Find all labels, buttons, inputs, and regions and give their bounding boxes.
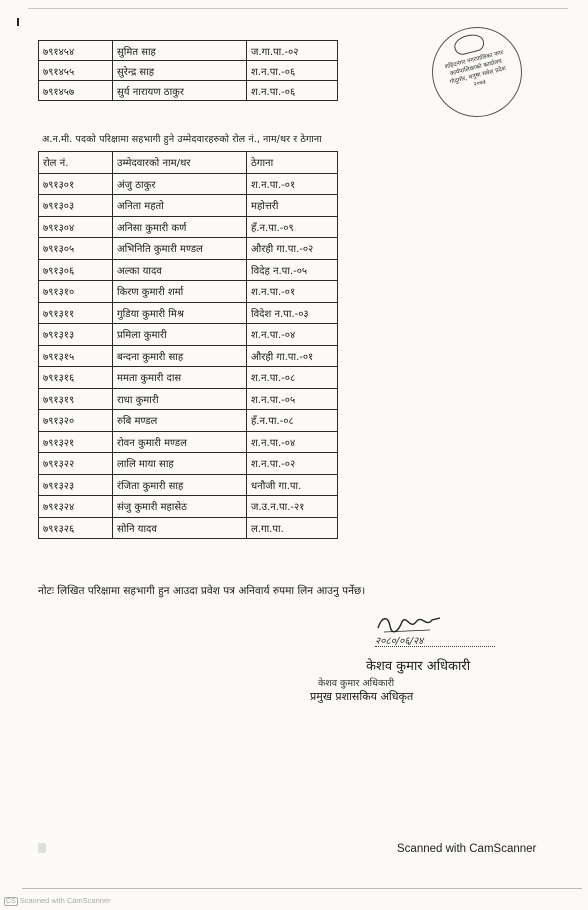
candidate-name-cell: सुर्य नारायण ठाकुर [113,81,247,101]
table-row [39,61,338,81]
camscanner-footer [4,896,111,906]
table-row [39,281,338,303]
signature-date: २०८०/०६/२४ [375,636,424,647]
address-cell: श.न.पा.-०६ [247,81,338,101]
scan-smudge [38,843,46,853]
address-cell: श.न.पा.-०१ [247,281,338,303]
table-row [39,324,338,346]
roll-number-cell: ७९१३१९ [39,388,113,410]
table-row [39,195,338,217]
candidate-name-cell: बन्दना कुमारी साह [113,345,247,367]
candidate-name-cell: अंजु ठाकुर [113,173,247,195]
address-cell: श.न.पा.-०४ [247,324,338,346]
header-roll: रोल नं. [39,152,113,174]
date-underline [375,646,495,647]
candidate-name-cell: गुडिया कुमारी मिश्र [113,302,247,324]
address-cell: श.न.पा.-०१ [247,173,338,195]
address-cell: हँ.न.पा.-०८ [247,410,338,432]
address-cell: महोत्तरी [247,195,338,217]
address-cell: श.न.पा.-०२ [247,453,338,475]
candidate-name-cell: प्रमिला कुमारी [113,324,247,346]
address-cell: ज.उ.न.पा.-२१ [247,496,338,518]
stamp-name: केशव कुमार अधिकारी [318,678,395,689]
seal-emblem-icon [452,32,485,57]
address-cell: विदेश न.पा.-०३ [247,302,338,324]
candidate-name-cell: सुमित साह [113,41,247,61]
table-row [39,474,338,496]
candidate-name-cell: संजु कुमारी महासेठ [113,496,247,518]
roll-number-cell: ७९१३१३ [39,324,113,346]
candidate-name-cell: लालि माया साह [113,453,247,475]
roll-number-cell: ७९१३२३ [39,474,113,496]
continued-candidate-table [38,40,338,101]
footer-text: Scanned with CamScanner [19,896,111,905]
candidate-name-cell: रंजिता कुमारी साह [113,474,247,496]
table-row [39,517,338,539]
table-row [39,259,338,281]
candidate-name-cell: रोवन कुमारी मण्डल [113,431,247,453]
table-row [39,41,338,61]
roll-number-cell: ७९१३०६ [39,259,113,281]
address-cell: धनौजी गा.पा. [247,474,338,496]
address-cell: श.न.पा.-०८ [247,367,338,389]
table-row [39,431,338,453]
roll-number-cell: ७९१३०१ [39,173,113,195]
seal-text: शहिदनगर नगरपालिका नगर कार्यपालिकाको कार्यालय गोदुमोर, धनुषा मधेश प्रदेश २०७३ [443,49,507,89]
note-text: नोटः लिखित परिक्षामा सहभागी हुन आउदा प्रवेश पत्र अनिवार्य रुपमा लिन आउनु पर्नेछ। [38,585,366,597]
candidate-table [38,151,338,539]
candidate-name-cell: अनिसा कुमारी कर्ण [113,216,247,238]
roll-number-cell: ७९१३०५ [39,238,113,260]
table-row [39,410,338,432]
candidate-name-cell: अनिता महतो [113,195,247,217]
signatory-name: केशव कुमार अधिकारी [366,659,471,674]
candidate-name-cell: सोनि यादव [113,517,247,539]
page-bottom-edge [22,888,582,889]
table-row [39,302,338,324]
candidate-name-cell: सुरेन्द्र साह [113,61,247,81]
address-cell: औरही गा.पा.-०१ [247,345,338,367]
section-title: अ.न.मी. पदको परिक्षामा सहभागी हुने उम्मेदवारहरुको रोल नं., नाम/थर र ठेगाना [42,134,322,145]
roll-number-cell: ७९१३२१ [39,431,113,453]
roll-number-cell: ७९१३१५ [39,345,113,367]
table-row [39,453,338,475]
table-row [39,388,338,410]
address-cell: औरही गा.पा.-०२ [247,238,338,260]
table-row [39,345,338,367]
cs-logo-icon: CS [6,898,16,905]
table-row [39,216,338,238]
roll-number-cell: ७९१३२२ [39,453,113,475]
roll-number-cell: ७९१४५७ [39,81,113,101]
header-address: ठेगाना [247,152,338,174]
roll-number-cell: ७९१३१६ [39,367,113,389]
address-cell: श.न.पा.-०६ [247,61,338,81]
roll-number-cell: ७९१३२४ [39,496,113,518]
candidate-name-cell: अभिनिति कुमारी मण्डल [113,238,247,260]
roll-number-cell: ७९१३२६ [39,517,113,539]
candidate-name-cell: राधा कुमारी [113,388,247,410]
table-row [39,81,338,101]
roll-number-cell: ७९१३११ [39,302,113,324]
table-row [39,496,338,518]
address-cell: ज.गा.पा.-०२ [247,41,338,61]
header-name: उम्मेदवारको नाम/थर [113,152,247,174]
roll-number-cell: ७९१३१० [39,281,113,303]
office-seal [422,17,531,126]
camscanner-watermark: Scanned with CamScanner [397,843,537,855]
candidate-name-cell: किरण कुमारी शर्मा [113,281,247,303]
table-header-row [39,152,338,174]
address-cell: श.न.पा.-०५ [247,388,338,410]
page-top-edge [28,8,568,9]
signatory-title: प्रमुख प्रशासकिय अधिकृत [310,690,414,703]
candidate-name-cell: अल्का यादव [113,259,247,281]
roll-number-cell: ७९१४५४ [39,41,113,61]
roll-number-cell: ७९१३०४ [39,216,113,238]
address-cell: श.न.पा.-०४ [247,431,338,453]
roll-number-cell: ७९१४५५ [39,61,113,81]
address-cell: विदेह न.पा.-०५ [247,259,338,281]
address-cell: हँ.न.पा.-०९ [247,216,338,238]
address-cell: ल.गा.पा. [247,517,338,539]
scan-mark [17,18,19,26]
table-row [39,367,338,389]
roll-number-cell: ७९१३२० [39,410,113,432]
roll-number-cell: ७९१३०३ [39,195,113,217]
table-row [39,238,338,260]
candidate-name-cell: ममता कुमारी दास [113,367,247,389]
candidate-name-cell: रुबि मण्डल [113,410,247,432]
table-row [39,173,338,195]
